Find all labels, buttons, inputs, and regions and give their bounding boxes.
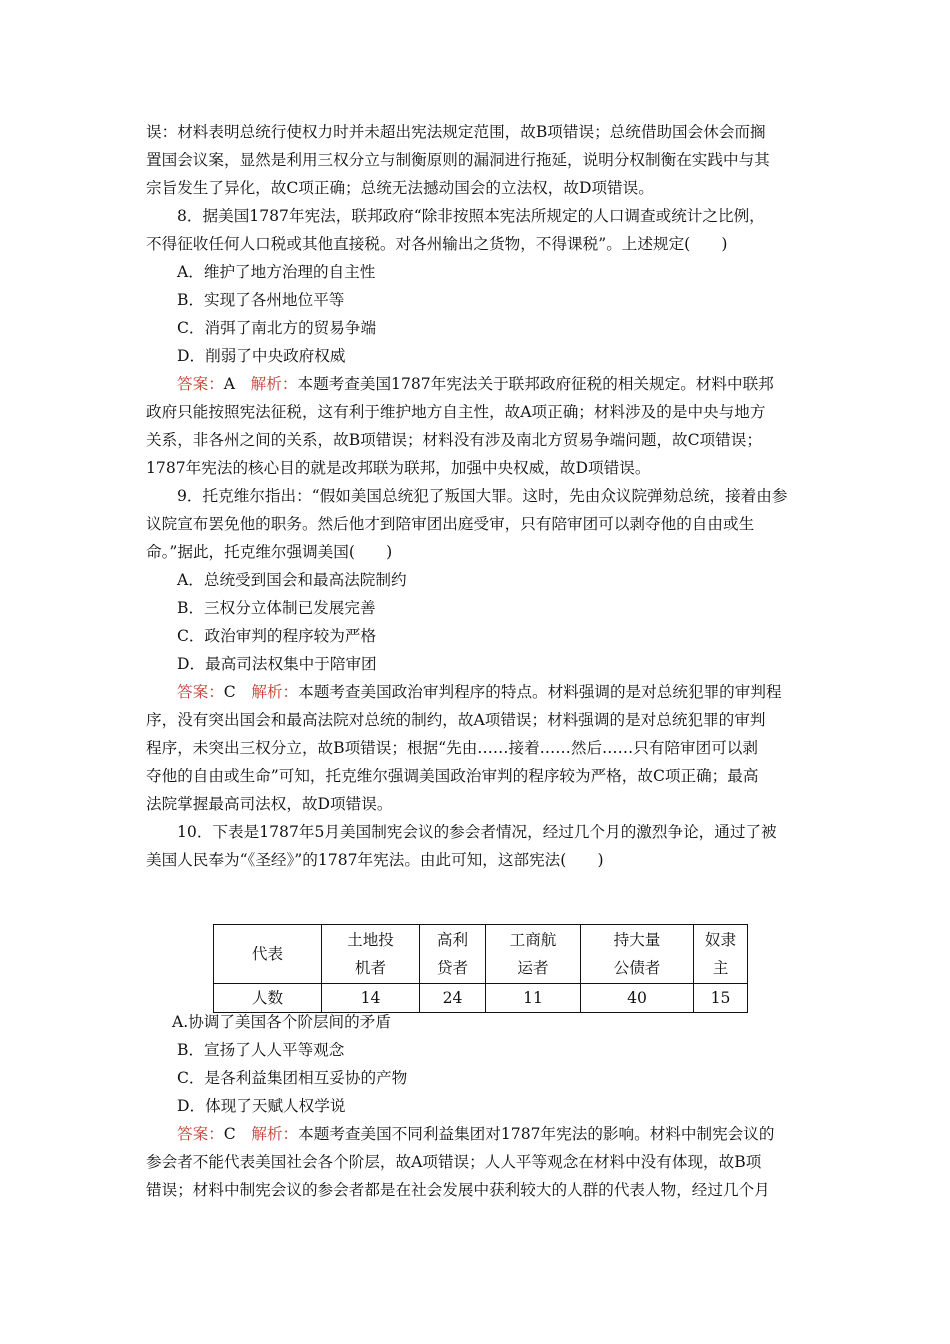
header-line: 贷者 [436,959,469,977]
analysis-line: 程序，未突出三权分立，故B项错误；根据“先由……接着……然后……只有陪审团可以剥 [146,739,758,757]
option-b: B．宣扬了人人平等观念 [177,1041,345,1059]
table-header-row [214,925,748,984]
question-stem: 8．据美国1787年宪法，联邦政府“除非按照本宪法所规定的人口调查或统计之比例， [177,207,765,225]
document-body [146,118,808,874]
table-cell: 15 [694,984,748,1013]
option-a: A.协调了美国各个阶层间的矛盾 [172,1013,391,1031]
analysis-line: 错误；材料中制宪会议的参会者都是在社会发展中获利较大的人群的代表人物，经过几个月 [146,1181,770,1199]
option-c: C．政治审判的程序较为严格 [177,627,377,645]
analysis-line: 政府只能按照宪法征税，这有利于维护地方自主性，故A项正确；材料涉及的是中央与地方 [146,403,766,421]
table-header-label: 代表 [214,925,322,984]
analysis-label: 解析： [250,375,298,393]
answer-label: 答案： [177,375,224,393]
analysis-label: 解析： [251,1125,299,1143]
table-cell: 24 [420,984,486,1013]
header-line: 持大量 [613,931,661,949]
header-line: 机者 [354,959,387,977]
prev-analysis-line: 置国会议案，显然是利用三权分立与制衡原则的漏洞进行拖延，说明分权制衡在实践中与其 [146,151,770,169]
header-line: 主 [712,959,729,977]
prev-analysis-line: 误：材料表明总统行使权力时并未超出宪法规定范围，故B项错误；总统借助国会休会而搁 [146,123,766,141]
table-cell: 14 [322,984,420,1013]
question-stem: 议院宣布罢免他的职务。然后他才到陪审团出庭受审，只有陪审团可以剥夺他的自由或生 [146,515,755,533]
question-10-options [146,1008,808,1204]
answer-line [146,1120,808,1148]
question-stem: 9．托克维尔指出：“假如美国总统犯了叛国大罪。这时，先由众议院弹劾总统，接着由参 [177,487,788,505]
answer-line [146,370,808,398]
answer-line [146,678,808,706]
delegates-table [213,924,748,1013]
analysis-text: 本题考查美国1787年宪法关于联邦政府征税的相关规定。材料中联邦 [297,375,774,393]
option-b: B．实现了各州地位平等 [177,291,345,309]
prev-analysis-line: 宗旨发生了异化，故C项正确；总统无法撼动国会的立法权，故D项错误。 [146,179,654,197]
table-header-cell [694,925,748,984]
option-a: A．总统受到国会和最高法院制约 [177,571,407,589]
question-9 [146,482,808,818]
option-d: D．最高司法权集中于陪审团 [177,655,377,673]
question-10 [146,818,808,874]
option-a: A．维护了地方治理的自主性 [177,263,376,281]
table-row-label: 人数 [214,984,322,1013]
answer-label: 答案： [177,683,224,701]
analysis-line: 关系，非各州之间的关系，故B项错误；材料没有涉及南北方贸易争端问题，故C项错误； [146,431,762,449]
table-cell: 40 [581,984,694,1013]
table-header-cell [420,925,486,984]
header-line: 土地投 [347,931,394,949]
question-stem: 10．下表是1787年5月美国制宪会议的参会者情况，经过几个月的激烈争论，通过了被 [177,823,777,841]
option-c: C．是各利益集团相互妥协的产物 [177,1069,408,1087]
question-stem: 命。”据此，托克维尔强调美国( ) [146,543,393,561]
analysis-line: 法院掌握最高司法权，故D项错误。 [146,795,393,813]
analysis-text: 本题考查美国不同利益集团对1787年宪法的影响。材料中制宪会议的 [298,1125,775,1143]
question-8 [146,202,808,482]
analysis-line: 夺他的自由或生命”可知，托克维尔强调美国政治审判的程序较为严格，故C项正确；最高 [146,767,759,785]
option-c: C．消弭了南北方的贸易争端 [177,319,377,337]
analysis-label: 解析： [251,683,299,701]
header-line: 高利 [436,931,469,949]
header-line: 公债者 [613,959,661,977]
question-stem: 不得征收任何人口税或其他直接税。对各州输出之货物，不得课税”。上述规定( ) [146,235,728,253]
analysis-text: 本题考查美国政治审判程序的特点。材料强调的是对总统犯罪的审判程 [298,683,782,701]
header-line: 工商航 [509,931,557,949]
header-line: 运者 [517,959,549,977]
question-stem: 美国人民奉为“《圣经》”的1787年宪法。由此可知，这部宪法( ) [146,851,604,869]
option-d: D．体现了天赋人权学说 [177,1097,346,1115]
table-header-cell [486,925,581,984]
answer-value: C [223,683,236,701]
option-b: B．三权分立体制已发展完善 [177,599,376,617]
table-cell: 11 [486,984,581,1013]
answer-label: 答案： [177,1125,224,1143]
analysis-line: 1787年宪法的核心目的就是改邦联为联邦，加强中央权威，故D项错误。 [146,459,651,477]
header-line: 奴隶 [704,931,737,949]
answer-value: A [223,375,236,393]
analysis-line: 参会者不能代表美国社会各个阶层，故A项错误；人人平等观念在材料中没有体现，故B项 [146,1153,762,1171]
option-d: D．削弱了中央政府权威 [177,347,346,365]
table-header-cell [322,925,420,984]
analysis-line: 序，没有突出国会和最高法院对总统的制约，故A项错误；材料强调的是对总统犯罪的审判 [146,711,766,729]
answer-value: C [223,1125,236,1143]
table-header-cell [581,925,694,984]
